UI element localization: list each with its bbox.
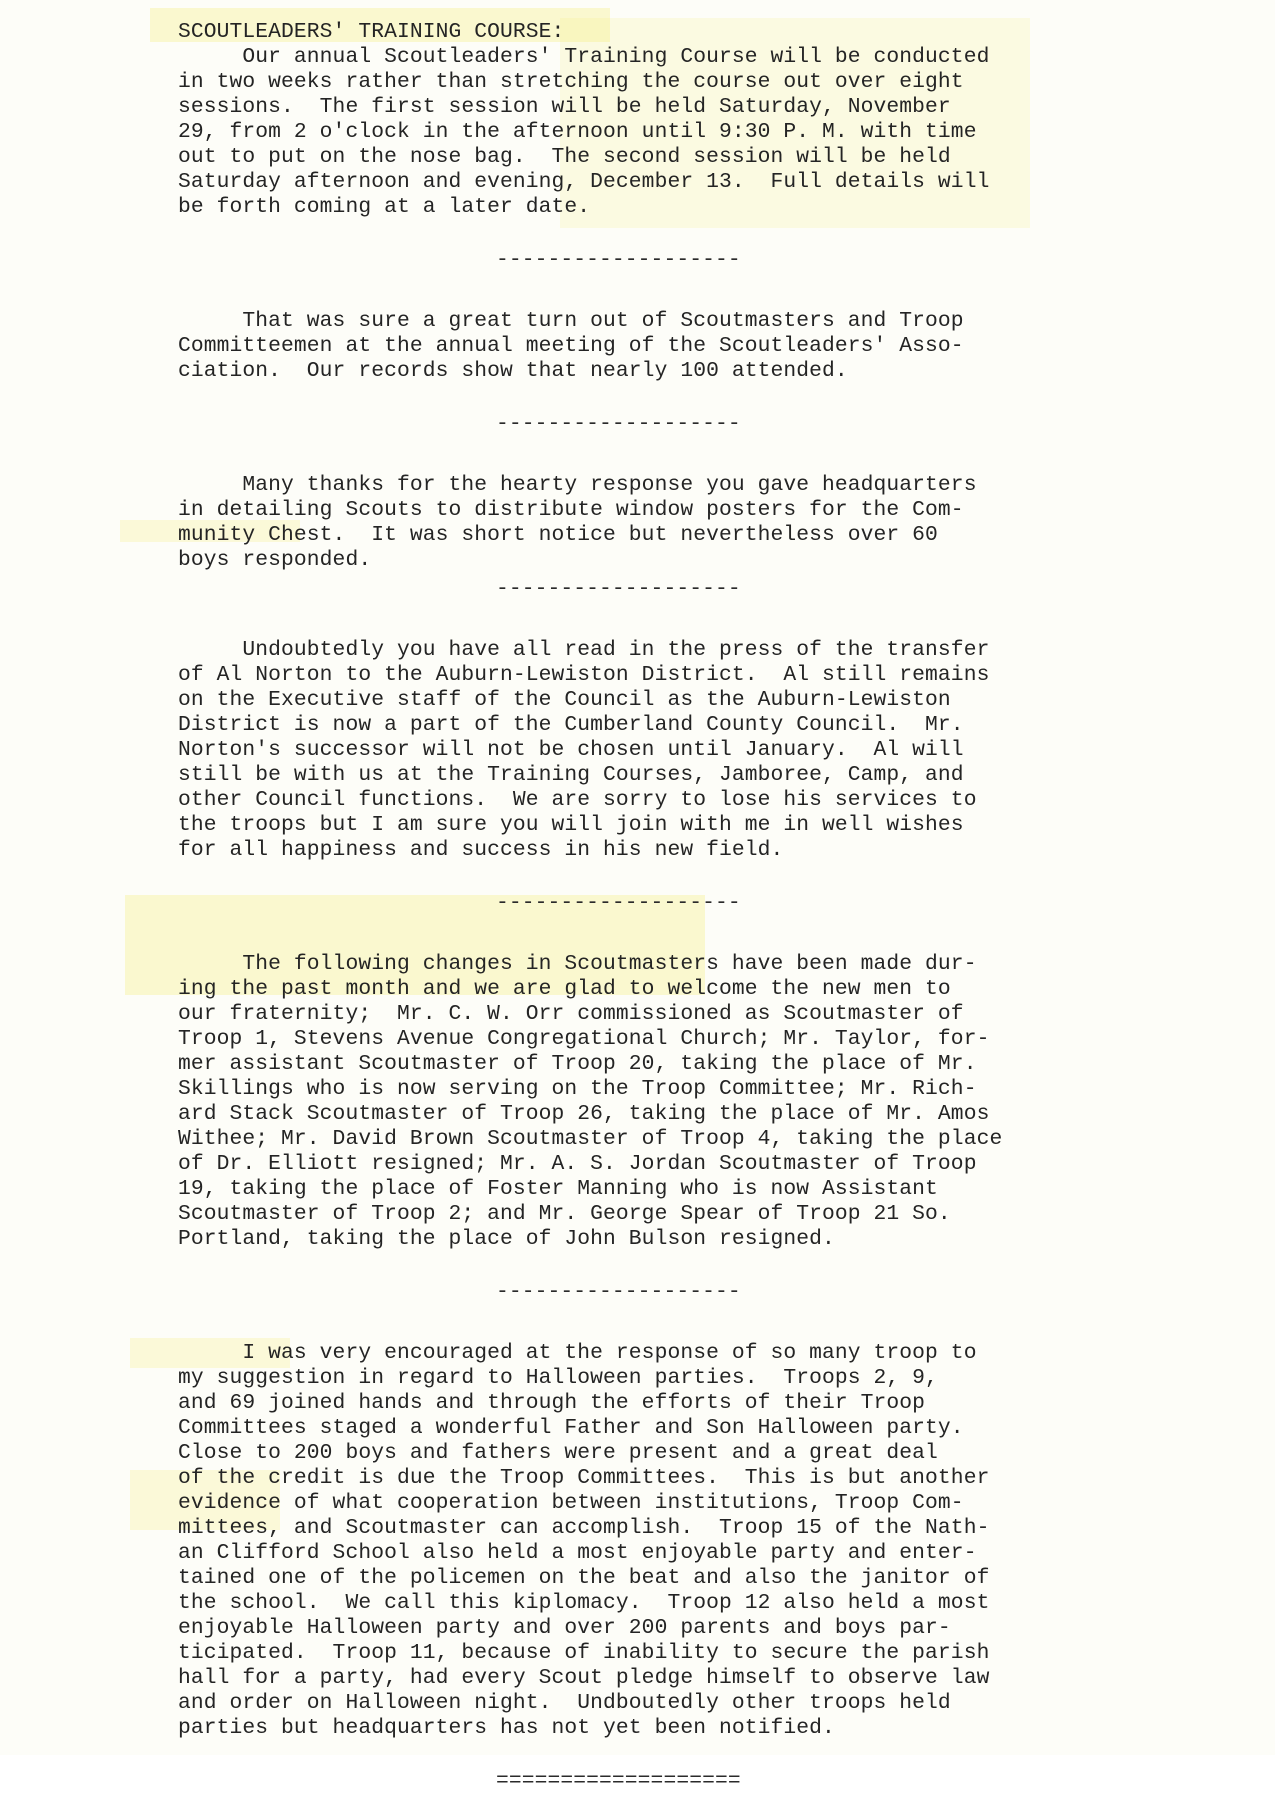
text-line: Committeemen at the annual meeting of the Scoutleaders' Asso-	[178, 334, 964, 358]
typed-text	[178, 20, 1158, 1794]
text-line: Saturday afternoon and evening, December 13. Full details will	[178, 170, 990, 194]
paragraph-halloween	[178, 1341, 1158, 1741]
text-line: tained one of the policemen on the beat and also the janitor of	[178, 1566, 990, 1590]
text-line: Undoubtedly you have all read in the press of the transfer	[178, 638, 990, 662]
text-line: Portland, taking the place of John Bulson resigned.	[178, 1227, 835, 1251]
separator-rule: -------------------	[496, 577, 741, 601]
text-line: boys responded.	[178, 548, 372, 572]
text-line: an Clifford School also held a most enjoyable party and enter-	[178, 1541, 977, 1565]
text-line: Many thanks for the hearty response you gave headquarters	[178, 473, 977, 497]
text-line: Skillings who is now serving on the Troop Committee; Mr. Rich-	[178, 1077, 977, 1101]
text-line: That was sure a great turn out of Scoutmasters and Troop	[178, 309, 964, 333]
text-line: and order on Halloween night. Undboutedly other troops held	[178, 1691, 951, 1715]
text-line: on the Executive staff of the Council as the Auburn-Lewiston	[178, 688, 951, 712]
text-line: sessions. The first session will be held Saturday, November	[178, 95, 951, 119]
text-line: mittees, and Scoutmaster can accomplish. Troop 15 of the Nath-	[178, 1516, 990, 1540]
paragraph-community-chest	[178, 473, 1158, 573]
text-line: mer assistant Scoutmaster of Troop 20, taking the place of Mr.	[178, 1052, 977, 1076]
text-line: Our annual Scoutleaders' Training Course will be conducted	[178, 45, 990, 69]
text-line: still be with us at the Training Courses, Jamboree, Camp, and	[178, 763, 964, 787]
text-line: enjoyable Halloween party and over 200 parents and boys par-	[178, 1616, 951, 1640]
separator-rule: -------------------	[496, 248, 741, 272]
text-line: ciation. Our records show that nearly 100 attended.	[178, 359, 848, 383]
end-rule: ===================	[496, 1769, 741, 1793]
text-line: of Al Norton to the Auburn-Lewiston District. Al still remains	[178, 663, 990, 687]
text-line: be forth coming at a later date.	[178, 195, 591, 219]
text-line: in detailing Scouts to distribute window posters for the Com-	[178, 498, 964, 522]
text-line: Scoutmaster of Troop 2; and Mr. George Spear of Troop 21 So.	[178, 1202, 951, 1226]
text-line: Close to 200 boys and fathers were present and a great deal	[178, 1441, 938, 1465]
text-line: in two weeks rather than stretching the course out over eight	[178, 70, 964, 94]
text-line: District is now a part of the Cumberland County Council. Mr.	[178, 713, 964, 737]
text-line: Withee; Mr. David Brown Scoutmaster of Troop 4, taking the place	[178, 1127, 1003, 1151]
separator-rule: -------------------	[496, 1280, 741, 1304]
text-line: The following changes in Scoutmasters have been made dur-	[178, 952, 977, 976]
paragraph-scoutmaster-changes	[178, 952, 1158, 1252]
text-line: and 69 joined hands and through the efforts of their Troop	[178, 1391, 926, 1415]
text-line: out to put on the nose bag. The second session will be held	[178, 145, 951, 169]
section-heading: SCOUTLEADERS' TRAINING COURSE:	[178, 20, 565, 44]
text-line: evidence of what cooperation between institutions, Troop Com-	[178, 1491, 964, 1515]
text-line: the troops but I am sure you will join with me in well wishes	[178, 813, 964, 837]
text-line: of the credit is due the Troop Committees. This is but another	[178, 1466, 990, 1490]
paragraph-training-course	[178, 45, 1158, 220]
text-line: Troop 1, Stevens Avenue Congregational Church; Mr. Taylor, for-	[178, 1027, 990, 1051]
separator-rule: -------------------	[496, 412, 741, 436]
text-line: munity Chest. It was short notice but nevertheless over 60	[178, 523, 938, 547]
text-line: for all happiness and success in his new field.	[178, 838, 784, 862]
text-line: Norton's successor will not be chosen until January. Al will	[178, 738, 964, 762]
separator-rule: -------------------	[496, 891, 741, 915]
text-line: I was very encouraged at the response of so many troop to	[178, 1341, 977, 1365]
paragraph-al-norton	[178, 638, 1158, 863]
text-line: other Council functions. We are sorry to lose his services to	[178, 788, 977, 812]
text-line: 29, from 2 o'clock in the afternoon until 9:30 P. M. with time	[178, 120, 977, 144]
text-line: ing the past month and we are glad to welcome the new men to	[178, 977, 951, 1001]
text-line: our fraternity; Mr. C. W. Orr commissioned as Scoutmaster of	[178, 1002, 964, 1026]
text-line: hall for a party, had every Scout pledge himself to observe law	[178, 1666, 990, 1690]
paragraph-annual-meeting	[178, 309, 1158, 384]
text-line: ard Stack Scoutmaster of Troop 26, taking the place of Mr. Amos	[178, 1102, 990, 1126]
text-line: of Dr. Elliott resigned; Mr. A. S. Jordan Scoutmaster of Troop	[178, 1152, 977, 1176]
text-line: ticipated. Troop 11, because of inability to secure the parish	[178, 1641, 990, 1665]
text-line: 19, taking the place of Foster Manning who is now Assistant	[178, 1177, 938, 1201]
text-line: my suggestion in regard to Halloween parties. Troops 2, 9,	[178, 1366, 938, 1390]
text-line: the school. We call this kiplomacy. Troop 12 also held a most	[178, 1591, 990, 1615]
text-line: Committees staged a wonderful Father and Son Halloween party.	[178, 1416, 964, 1440]
text-line: parties but headquarters has not yet been notified.	[178, 1716, 835, 1740]
